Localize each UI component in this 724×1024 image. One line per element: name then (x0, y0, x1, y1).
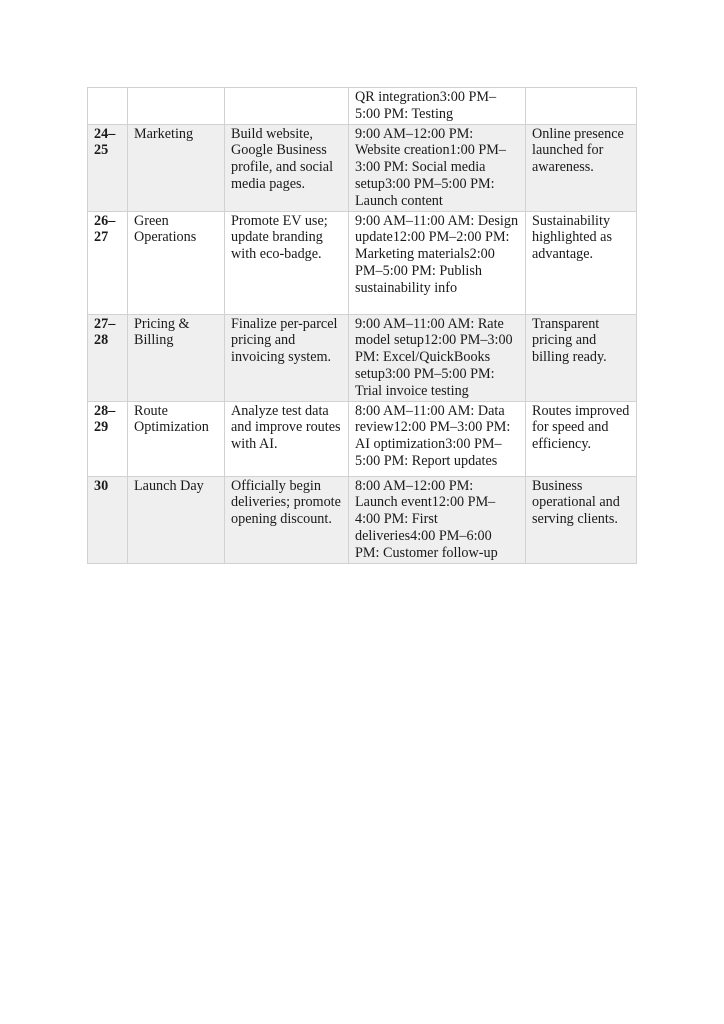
outcome-cell (526, 88, 637, 125)
day-cell: 30 (88, 476, 128, 563)
focus-cell: Launch Day (128, 476, 225, 563)
task-cell: Analyze test data and improve routes with AI. (225, 401, 349, 476)
task-cell: Finalize per-parcel pricing and invoicing system. (225, 314, 349, 401)
focus-cell: Pricing & Billing (128, 314, 225, 401)
schedule-cell: 9:00 AM–11:00 AM: Design update12:00 PM–2:00 PM: Marketing materials2:00 PM–5:00 PM: Publish sustainability info (349, 211, 526, 314)
focus-cell: Route Optimization (128, 401, 225, 476)
task-cell: Promote EV use; update branding with eco-badge. (225, 211, 349, 314)
task-cell: Officially begin deliveries; promote opening discount. (225, 476, 349, 563)
focus-cell: Marketing (128, 124, 225, 211)
schedule-cell: 8:00 AM–12:00 PM: Launch event12:00 PM–4:00 PM: First deliveries4:00 PM–6:00 PM: Customer follow-up (349, 476, 526, 563)
task-cell (225, 88, 349, 125)
outcome-cell: Transparent pricing and billing ready. (526, 314, 637, 401)
table-row (88, 314, 637, 401)
schedule-cell: 9:00 AM–11:00 AM: Rate model setup12:00 PM–3:00 PM: Excel/QuickBooks setup3:00 PM–5:00 PM: Trial invoice testing (349, 314, 526, 401)
table-row (88, 476, 637, 563)
outcome-cell: Sustainability highlighted as advantage. (526, 211, 637, 314)
day-cell: 26–27 (88, 211, 128, 314)
schedule-cell: QR integration3:00 PM–5:00 PM: Testing (349, 88, 526, 125)
table-row (88, 211, 637, 314)
day-cell: 27–28 (88, 314, 128, 401)
outcome-cell: Online presence launched for awareness. (526, 124, 637, 211)
outcome-cell: Routes improved for speed and efficiency. (526, 401, 637, 476)
focus-cell: Green Operations (128, 211, 225, 314)
day-cell: 24–25 (88, 124, 128, 211)
launch-plan-table (87, 87, 637, 564)
schedule-cell: 8:00 AM–11:00 AM: Data review12:00 PM–3:00 PM: AI optimization3:00 PM–5:00 PM: Report updates (349, 401, 526, 476)
table-row (88, 401, 637, 476)
table-row (88, 124, 637, 211)
day-cell (88, 88, 128, 125)
schedule-cell: 9:00 AM–12:00 PM: Website creation1:00 PM–3:00 PM: Social media setup3:00 PM–5:00 PM: Launch content (349, 124, 526, 211)
day-cell: 28–29 (88, 401, 128, 476)
outcome-cell: Business operational and serving clients. (526, 476, 637, 563)
table-row-continuation (88, 88, 637, 125)
task-cell: Build website, Google Business profile, and social media pages. (225, 124, 349, 211)
focus-cell (128, 88, 225, 125)
